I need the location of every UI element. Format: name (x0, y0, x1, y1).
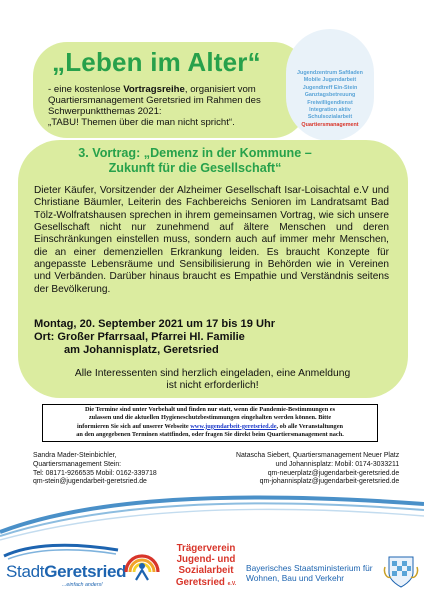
contact-phone: Tel: 08171-9266535 Mobil: 0162-339718 (33, 469, 157, 477)
event-location: Ort: Großer Pfarrsaal, Pfarrei Hl. Familie (34, 331, 245, 343)
program-item: Jugendtreff Ein-Stein (302, 84, 358, 91)
contact-email[interactable]: qm-johannisplatz@jugendarbeit-geretsried.de (259, 478, 400, 486)
traeger-line: Jugend- und Sozialarbeit (176, 554, 236, 577)
notice-text: , ob alle Veranstaltungen (276, 422, 343, 430)
stadt-word: Stadt (6, 562, 45, 581)
website-link[interactable]: www.jugendarbeit-geretsried.de (190, 422, 277, 430)
contact-neuer-platz (236, 452, 399, 487)
wave-decoration (0, 488, 424, 548)
event-location-address: am Johannisplatz, Geretsried (64, 344, 219, 356)
notice-text: informieren Sie sich auf unserer Webseite (77, 422, 191, 430)
intro-prefix: - eine kostenlose (48, 84, 124, 95)
traeger-city: Geretsried (175, 576, 225, 588)
bavaria-crest-icon (383, 553, 419, 589)
ministry-line: Bayerisches Staatsministerium für (246, 563, 373, 573)
contact-role: Quartiersmanagement Stein: (33, 460, 122, 468)
city-word: Geretsried (44, 562, 127, 581)
traeger-ev: e.V. (227, 580, 237, 587)
page-title: „Leben im Alter“ (52, 47, 261, 77)
program-item: Jugendzentrum Saftladen (297, 70, 363, 76)
program-list (288, 70, 372, 129)
invitation-line: Alle Interessenten sind herzlich eingeladen, eine Anmeldung (74, 368, 351, 379)
contact-name: Natascha Siebert, Quartiersmanagement Neuer Platz (236, 452, 400, 459)
contact-phone: und Johannisplatz: Mobil: 0174-3033211 (275, 460, 400, 468)
intro-quote: „TABU! Themen über die man nicht spricht“. (48, 117, 235, 128)
invitation-text (40, 368, 385, 392)
traeger-line (158, 577, 254, 590)
ministry-name (246, 563, 373, 583)
contact-name: Sandra Mader-Steinbichler, (33, 452, 117, 459)
talk-title-line: 3. Vortrag: „Demenz in der Kommune – (78, 146, 312, 160)
contact-stein (33, 452, 157, 487)
contact-email[interactable]: qm-neuerplatz@jugendarbeit-geretsried.de (267, 469, 400, 477)
invitation-line: ist nicht erforderlich! (166, 380, 259, 391)
event-date: Montag, 20. September 2021 um 17 bis 19 Uhr (34, 318, 276, 330)
program-item-highlight: Quartiersmanagement (301, 121, 359, 128)
notice-line: Die Termine sind unter Vorbehalt und finden nur statt, wenn die Pandemie-Bestimmungen es (84, 406, 336, 413)
talk-description: Dieter Käufer, Vorsitzender der Alzheimer Gesellschaft Isar-Loisachtal e.V und Christiane Bäumler, Leiterin des Fachbereichs Senioren im Landratsamt Bad Tölz-Wolfratshausen sprechen in ihrem gemeinsamen Vortrag, wie sich unsere Gesellschaft nicht nur zunehmend auf ältere Menschen und deren Einschränkungen einstellen muss, sondern auch auf immer mehr Menschen, die an einer demenziellen Erkrankung leiden. Es braucht Konzepte für angepasste Lebensräume und Sensibilisierung in Behörden wie in Vereinen und Verbänden. Darüber hinaus braucht es Empathie und Verständnis seitens der Bevölkerung. (34, 185, 389, 295)
talk-title-line: Zukunft für die Gesellschaft“ (108, 161, 282, 175)
pandemic-notice (42, 404, 378, 442)
stadt-name (6, 562, 126, 582)
traeger-line: Trägerverein (176, 543, 236, 554)
ministry-line: Wohnen, Bau und Verkehr (246, 573, 345, 583)
program-item: Ganztagsbetreuung (304, 92, 356, 99)
traegerverein-logo-icon (122, 542, 162, 582)
program-item: Mobile Jugendarbeit (303, 77, 357, 84)
intro-rest: , organisiert vom Quartiersmanagement Geretsried im Rahmen des Schwerpunktthemas 2021: (48, 84, 261, 117)
talk-title (60, 146, 330, 176)
notice-line (46, 423, 374, 431)
notice-line: an den angegebenen Terminen stattfinden, oder fragen Sie direkt beim Quartiersmanagement nach. (76, 431, 344, 439)
traegerverein-name (158, 543, 254, 590)
notice-line: zulassen und die aktuellen Hygieneschutzbestimmungen eingehalten werden können. Bitte (88, 414, 332, 422)
intro-bold: Vortragsreihe (123, 84, 185, 95)
contact-email[interactable]: qm-stein@jugendarbeit-geretsried.de (33, 478, 147, 486)
program-item: Schulsozialarbeit (307, 114, 353, 121)
intro-text (48, 84, 298, 128)
program-item: Integration aktiv (309, 107, 351, 114)
program-item: Freiwilligendienst (307, 99, 353, 106)
stadt-tagline: ...einfach anders! (62, 582, 103, 588)
